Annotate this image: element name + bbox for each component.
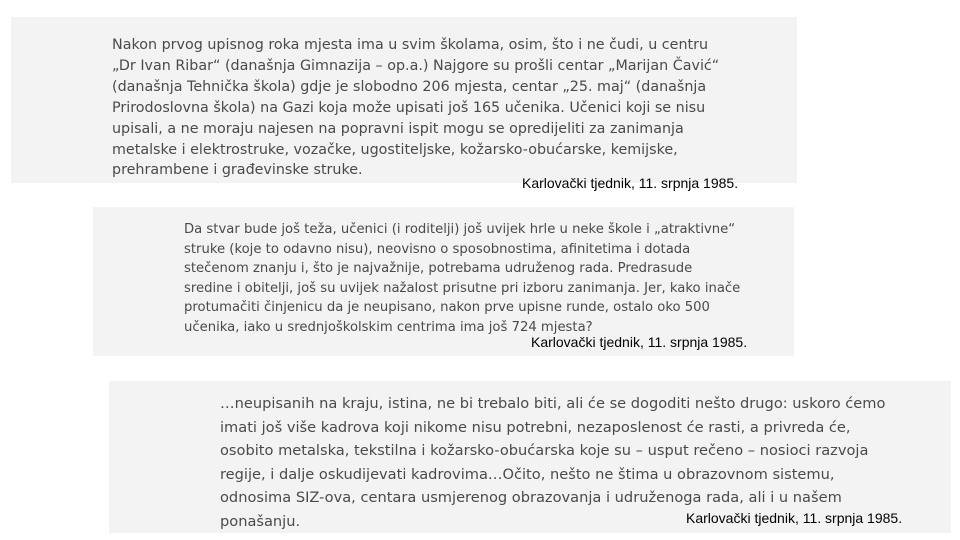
clipping-text: Da stvar bude još teža, učenici (i roditelji) još uvijek hrle u neke škole i „atraktivne“ struke (koje to odavno nisu), neovisno o sposobnostima, afinitetima i dotada stečenom znanju i, što je najvažnije, potrebama udruženog rada. Predrasude sredine i obitelji, još su uvijek nažalost prisutne pri izboru zanimanja. Jer, kako inače protumačiti činjenicu da je neupisano, nakon prve upisne runde, ostalo oko 500 učenika, iako u srednjoškolskim centrima ima još 724 mjesta?: [184, 222, 741, 335]
source-caption: Karlovački tjednik, 11. srpnja 1985.: [686, 510, 903, 526]
clipping-text: …neupisanih na kraju, istina, ne bi trebalo biti, ali će se dogoditi nešto drugo: uskoro ćemo imati još više kadrova koji nikome nisu potrebni, nezaposlenost će rasti, a privreda će, osobito metalska, tekstilna i kožarsko-obućarska koje su – usput rečeno – nosioci razvoja regije, i dalje oskudijevati kadrovima…Očito, nešto ne štima u obrazovnom sistemu, odnosima SIZ-ova, centara usmjerenog obrazovanja i udruženoga rada, ali i u našem ponašanju.: [220, 395, 886, 530]
source-caption: Karlovački tjednik, 11. srpnja 1985.: [522, 175, 739, 191]
clipping-text: Nakon prvog upisnog roka mjesta ima u svim školama, osim, što i ne čudi, u centru „Dr Ivan Ribar“ (današnja Gimnazija – op.a.) Najgore su prošli centar „Marijan Čavić“ (današnja Tehnička škola) gdje je slobodno 206 mjesta, centar „25. maj“ (današnja Prirodoslovna škola) na Gazi koja može upisati još 165 učenika. Učenici koji se nisu upisali, a ne moraju najesen na popravni ispit mogu se opredijeliti za zanimanja metalske i elektrostruke, vozačke, ugostiteljske, kožarsko-obućarske, kemijske, prehrambene i građevinske struke.: [112, 37, 720, 179]
source-caption: Karlovački tjednik, 11. srpnja 1985.: [531, 334, 748, 350]
newspaper-clipping-1: [11, 17, 797, 183]
